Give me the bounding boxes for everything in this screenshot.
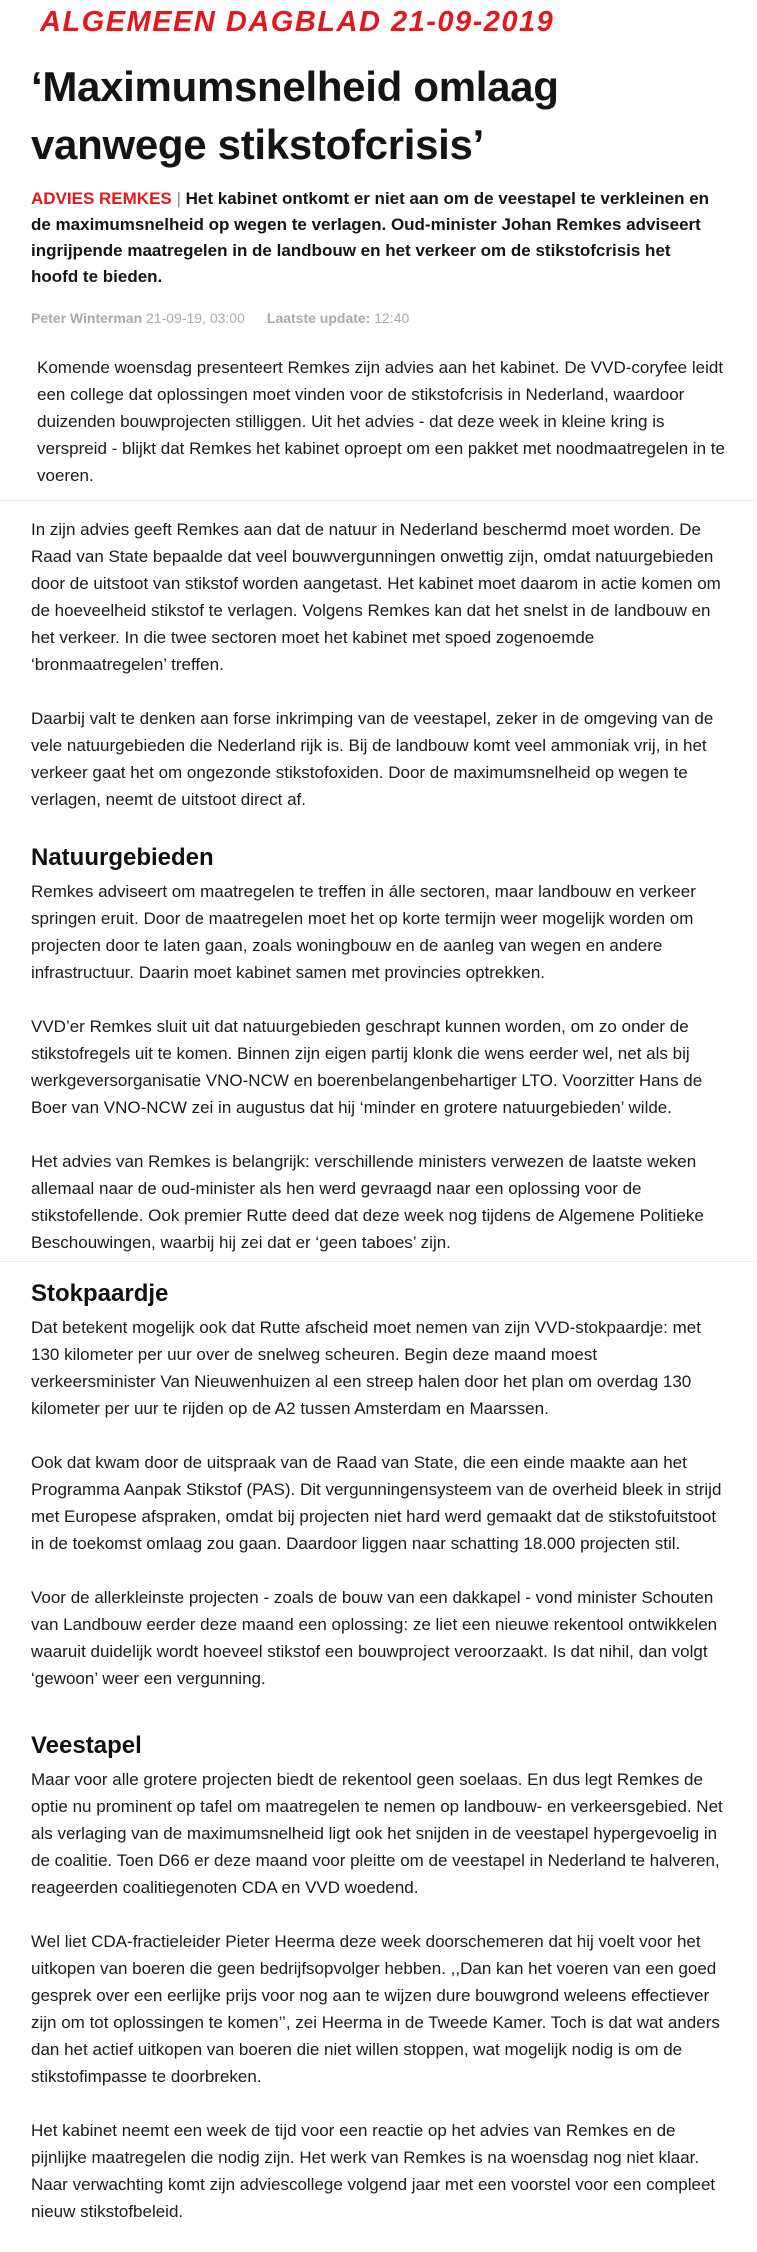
article-paragraph: In zijn advies geeft Remkes aan dat de natuur in Nederland beschermd moet worden. De Raad van State bepaalde dat veel bouwvergunningen onwettig zijn, omdat natuurgebieden door de uitstoot van stikstof worden aangetast. Het kabinet moet daarom in actie komen om de hoeveelheid stikstof te verlagen. Volgens Remkes kan dat het snelst in de landbouw en het verkeer. In die twee sectoren moet het kabinet met spoed zogenoemde ‘bronmaatregelen’ treffen. — [31, 520, 721, 674]
intro-text: Het kabinet ontkomt er niet aan om de veestapel te verkleinen en de maximumsnelheid op wegen te verlagen. Oud-minister Johan Remkes adviseert ingrijpende maatregelen in de landbouw en het verkeer om de stikstofcrisis het hoofd te bieden. — [31, 189, 710, 286]
article-paragraph: VVD’er Remkes sluit uit dat natuurgebieden geschrapt kunnen worden, om zo onder de stikstofregels uit te komen. Binnen zijn eigen partij klonk die wens eerder wel, net als bij werkgeversorganisatie VNO-NCW en boerenbelangenbehartiger LTO. Voorzitter Hans de Boer van VNO-NCW zei in augustus dat hij ‘minder en grotere natuurgebieden’ wilde. — [31, 1017, 703, 1117]
article-paragraph: Maar voor alle grotere projecten biedt de rekentool geen soelaas. En dus legt Remkes de optie nu prominent op tafel om maatregelen te nemen op landbouw- en verkeersgebied. Net als verlaging van de maximumsnelheid ligt ook het snijden in de veestapel hypergevoelig in de coalitie. Toen D66 er deze maand voor pleitte om de veestapel in Nederland te halveren, reageerden coalitiegenoten CDA en VVD woedend. — [31, 1770, 723, 1897]
section-divider — [0, 500, 755, 501]
article-paragraph: Komende woensdag presenteert Remkes zijn advies aan het kabinet. De VVD-coryfee leidt een college dat oplossingen moet vinden voor de stikstofcrisis in Nederland, waardoor duizenden bouwprojecten stilliggen. Uit het advies - dat deze week in kleine kring is verspreid - blijkt dat Remkes het kabinet oproept om een pakket met noodmaatregelen in te voeren. — [37, 358, 725, 485]
intro-separator: | — [176, 189, 181, 208]
article-paragraph: Remkes adviseert om maatregelen te treffen in álle sectoren, maar landbouw en verkeer springen eruit. Door de maatregelen moet het op korte termijn weer mogelijk worden om projecten door te laten gaan, zoals woningbouw en de aanleg van wegen en andere infrastructuur. Daarin moet kabinet samen met provincies optrekken. — [31, 882, 696, 982]
byline-published: 21-09-19, 03:00 — [146, 310, 245, 326]
byline-update-time: 12:40 — [374, 310, 410, 326]
section-heading-stokpaardje: Stokpaardje — [31, 1280, 169, 1307]
article-paragraph: Het kabinet neemt een week de tijd voor een reactie op het advies van Remkes en de pijnlijke maatregelen die nodig zijn. Het werk van Remkes is na woensdag nog niet klaar. Naar verwachting komt zijn adviescollege volgend jaar met een voorstel voor een compleet nieuw stikstofbeleid. — [31, 2121, 716, 2221]
article-paragraph: Wel liet CDA-fractieleider Pieter Heerma deze week doorschemeren dat hij voelt voor het uitkopen van boeren die geen bedrijfsopvolger hebben. ,,Dan kan het voeren van een goed gesprek over een eerlijke prijs voor nog aan te wijzen dure bouwgrond weleens effectiever zijn om tot oplossingen te komen’’, zei Heerma in de Tweede Kamer. Toch is dat wat anders dan het actief uitkopen van boeren die niet willen stoppen, wat mogelijk nodig is om de stikstofimpasse te doorbreken. — [31, 1932, 720, 2086]
article-paragraph: Daarbij valt te denken aan forse inkrimping van de veestapel, zeker in de omgeving van de vele natuurgebieden die Nederland rijk is. Bij de landbouw komt veel ammoniak vrij, in het verkeer gaat het om ongezonde stikstofoxiden. Door de maximumsnelheid op wegen te verlagen, neemt de uitstoot direct af. — [31, 709, 714, 809]
section-divider — [0, 1261, 755, 1262]
section-heading-natuurgebieden: Natuurgebieden — [31, 844, 214, 871]
article-body — [31, 354, 724, 2252]
article-headline: ‘Maximumsnelheid omlaag vanwege stikstofcrisis’ — [31, 63, 559, 168]
article-paragraph: Dat betekent mogelijk ook dat Rutte afscheid moet nemen van zijn VVD-stokpaardje: met 130 kilometer per uur over de snelweg scheuren. Begin deze maand moest verkeersminister Van Nieuwenhuizen al een streep halen door het plan om overdag 130 kilometer per uur te rijden op de A2 tussen Amsterdam en Maarssen. — [31, 1318, 701, 1418]
article-intro — [31, 186, 721, 290]
article-paragraph: Voor de allerkleinste projecten - zoals de bouw van een dakkapel - vond minister Schouten van Landbouw eerder deze maand een oplossing: ze liet een nieuwe rekentool ontwikkelen waaruit duidelijk wordt hoeveel stikstof een bouwproject veroorzaakt. Is dat nihil, dan volgt ‘gewoon’ weer een vergunning. — [31, 1588, 718, 1688]
newspaper-masthead: ALGEMEEN DAGBLAD 21-09-2019 — [40, 6, 555, 38]
article-paragraph: Het advies van Remkes is belangrijk: verschillende ministers verwezen de laatste weken allemaal naar de oud-minister als hen werd gevraagd naar een oplossing voor de stikstofellende. Ook premier Rutte deed dat deze week nog tijdens de Algemene Politieke Beschouwingen, waarbij hij zei dat er ‘geen taboes’ zijn. — [31, 1152, 704, 1252]
intro-kicker: ADVIES REMKES — [31, 189, 172, 208]
byline-author[interactable]: Peter Winterman — [31, 310, 143, 326]
article-byline — [31, 310, 721, 326]
byline-update-label: Laatste update: — [266, 310, 371, 326]
article-paragraph: Ook dat kwam door de uitspraak van de Raad van State, die een einde maakte aan het Programma Aanpak Stikstof (PAS). Dit vergunningensysteem van de overheid bleek in strijd met Europese afspraken, omdat bij projecten niet hard werd gemaakt dat de stikstofuitstoot in de toekomst omlaag zou gaan. Daardoor liggen naar schatting 18.000 projecten stil. — [31, 1453, 722, 1553]
section-heading-veestapel: Veestapel — [31, 1732, 142, 1759]
